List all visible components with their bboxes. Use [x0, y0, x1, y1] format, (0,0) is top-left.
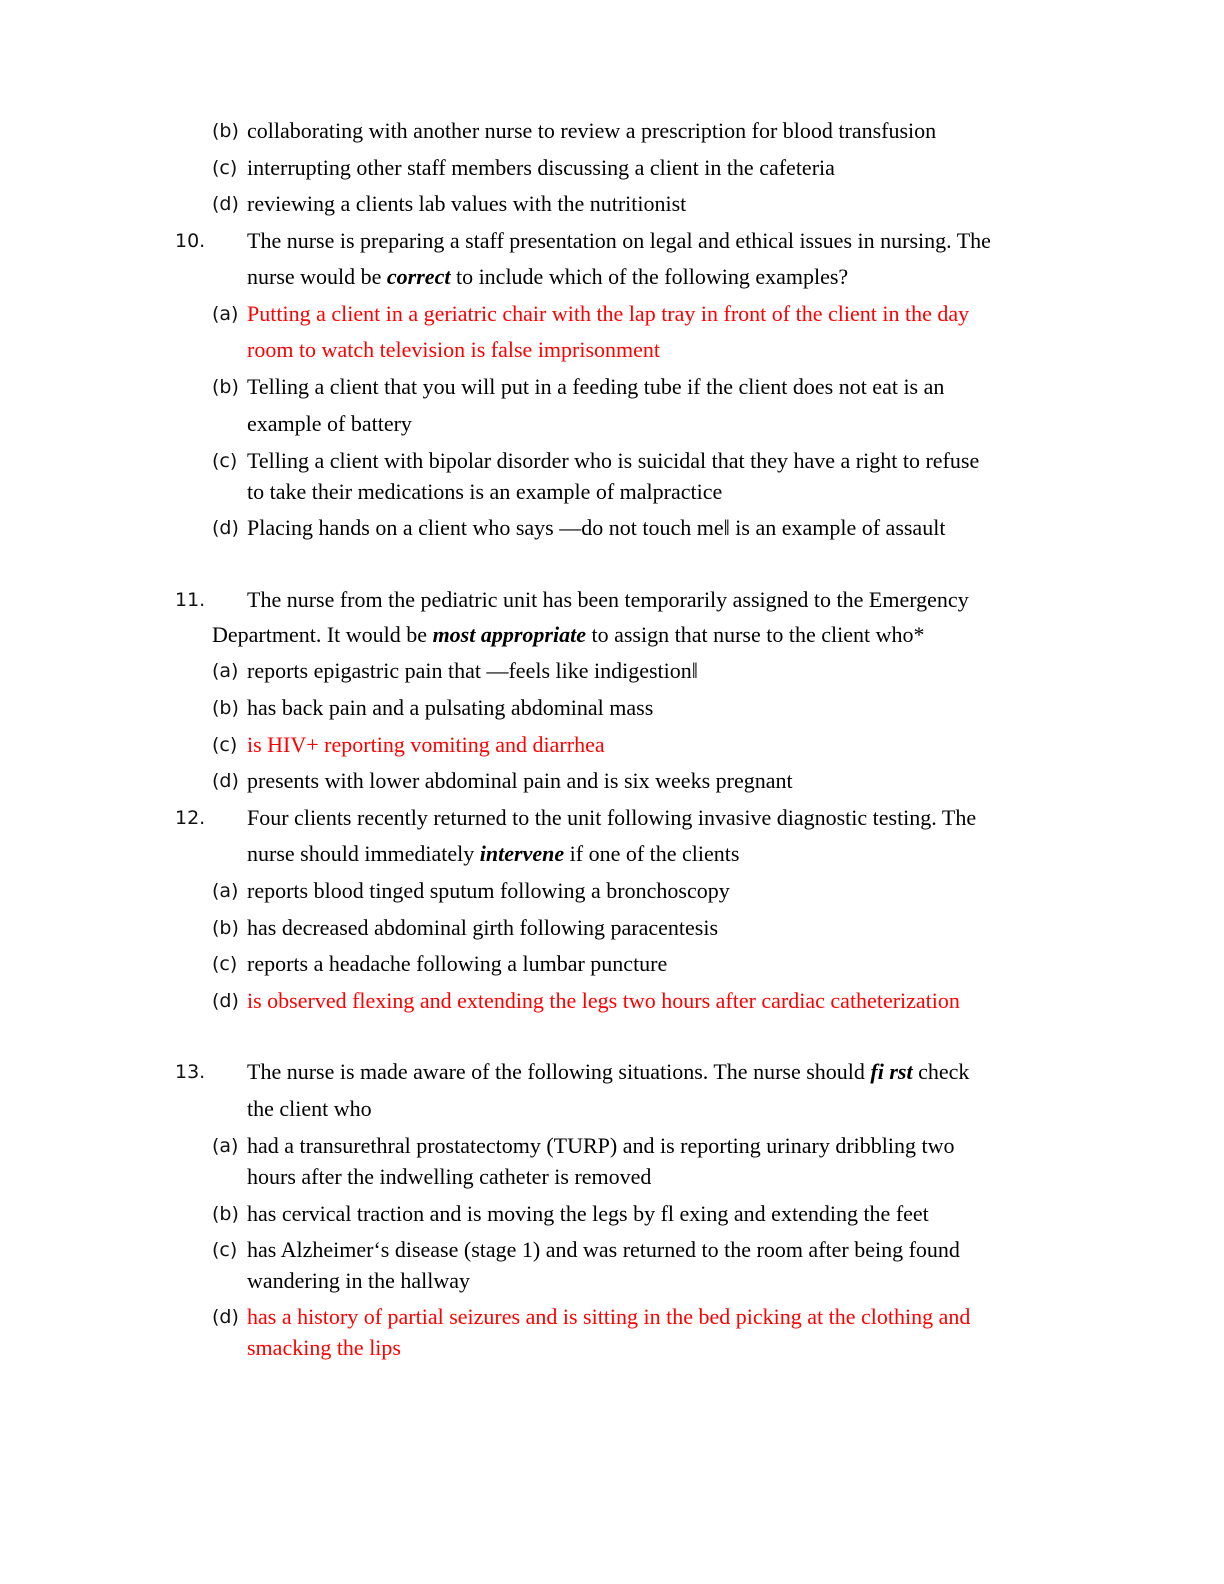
q13-stem-line1 — [247, 1059, 969, 1085]
q10-stem-line2 — [247, 264, 848, 290]
q12-stem-line2 — [247, 841, 739, 867]
q13-option-a-line2: hours after the indwelling catheter is removed — [247, 1164, 652, 1189]
q13-option-a-line1: had a transurethral prostatectomy (TURP) and is reporting urinary dribbling two — [247, 1133, 955, 1158]
q13-stem-line2: the client who — [247, 1096, 372, 1121]
q13-option-d-line1: has a history of partial seizures and is sitting in the bed picking at the clothing and — [247, 1304, 971, 1329]
q13-option-d-line2: smacking the lips — [247, 1335, 401, 1360]
q11-number: 11. — [175, 589, 206, 611]
q10-option-d-label: (d) — [212, 517, 239, 539]
q12-option-b-label: (b) — [212, 917, 239, 939]
q11-option-c: is HIV+ reporting vomiting and diarrhea — [247, 732, 605, 757]
q10-option-b-line2: example of battery — [247, 411, 412, 436]
q10-option-c-line2: to take their medications is an example of malpractice — [247, 479, 723, 504]
q10-emphasis: correct — [386, 264, 451, 289]
q11-option-b: has back pain and a pulsating abdominal mass — [247, 695, 654, 720]
q13-option-a-label: (a) — [212, 1135, 239, 1157]
q13-option-c-label: (c) — [212, 1239, 238, 1261]
q12-stem-text-end: if one of the clients — [564, 841, 740, 866]
q10-stem-text-end: to include which of the following examples? — [450, 264, 849, 289]
q12-stem-text: nurse should immediately — [247, 841, 480, 866]
q11-option-a-label: (a) — [212, 660, 239, 682]
q9-option-b-label: (b) — [212, 120, 239, 142]
q12-option-d: is observed flexing and extending the legs two hours after cardiac catheterization — [247, 988, 960, 1013]
q10-option-a-label: (a) — [212, 303, 239, 325]
q10-number: 10. — [175, 230, 206, 252]
q11-stem-line2 — [212, 622, 924, 648]
q13-option-b: has cervical traction and is moving the legs by fl exing and extending the feet — [247, 1201, 929, 1226]
q11-option-c-label: (c) — [212, 734, 238, 756]
q9-option-d-label: (d) — [212, 193, 239, 215]
q10-option-a-line1: Putting a client in a geriatric chair with the lap tray in front of the client in the day — [247, 301, 970, 326]
q12-option-b: has decreased abdominal girth following paracentesis — [247, 915, 719, 940]
q12-option-c: reports a headache following a lumbar puncture — [247, 951, 668, 976]
q11-stem-text-end: to assign that nurse to the client who* — [585, 622, 925, 647]
q13-emphasis: fi rst — [870, 1059, 913, 1084]
q13-stem-text: The nurse is made aware of the following situations. The nurse should — [247, 1059, 871, 1084]
q9-option-d: reviewing a clients lab values with the nutritionist — [247, 191, 687, 216]
q12-option-d-label: (d) — [212, 990, 239, 1012]
q13-option-b-label: (b) — [212, 1203, 239, 1225]
q10-option-a-line2: room to watch television is false imprisonment — [247, 337, 661, 362]
q11-option-d-label: (d) — [212, 770, 239, 792]
q12-number: 12. — [175, 807, 206, 829]
q10-option-d: Placing hands on a client who says —do not touch me‖ is an example of assault — [247, 515, 946, 540]
q13-option-d-label: (d) — [212, 1306, 239, 1328]
q13-option-c-line1: has Alzheimer‘s disease (stage 1) and was returned to the room after being found — [247, 1237, 960, 1262]
q13-stem-text-end: check — [912, 1059, 970, 1084]
q9-option-c-label: (c) — [212, 157, 238, 179]
q11-option-b-label: (b) — [212, 697, 239, 719]
q12-emphasis: intervene — [479, 841, 565, 866]
q11-stem-text: Department. It would be — [212, 622, 433, 647]
q12-option-a-label: (a) — [212, 880, 239, 902]
q9-option-c: interrupting other staff members discussing a client in the cafeteria — [247, 155, 835, 180]
q10-option-b-line1: Telling a client that you will put in a feeding tube if the client does not eat is an — [247, 374, 945, 399]
q10-option-b-label: (b) — [212, 376, 239, 398]
q12-option-c-label: (c) — [212, 953, 238, 975]
q12-stem-line1: Four clients recently returned to the unit following invasive diagnostic testing. The — [247, 805, 977, 830]
q10-option-c-line1: Telling a client with bipolar disorder who is suicidal that they have a right to refuse — [247, 448, 980, 473]
q11-emphasis: most appropriate — [432, 622, 586, 647]
q10-stem-text: nurse would be — [247, 264, 387, 289]
q11-option-a: reports epigastric pain that —feels like indigestion‖ — [247, 658, 698, 683]
q10-stem-line1: The nurse is preparing a staff presentation on legal and ethical issues in nursing. The — [247, 228, 991, 253]
q11-option-d: presents with lower abdominal pain and is six weeks pregnant — [247, 768, 793, 793]
q13-number: 13. — [175, 1061, 206, 1083]
q12-option-a: reports blood tinged sputum following a bronchoscopy — [247, 878, 730, 903]
q11-stem-line1: The nurse from the pediatric unit has been temporarily assigned to the Emergency — [247, 587, 969, 612]
q13-option-c-line2: wandering in the hallway — [247, 1268, 470, 1293]
q9-option-b: collaborating with another nurse to review a prescription for blood transfusion — [247, 118, 937, 143]
q10-option-c-label: (c) — [212, 450, 238, 472]
